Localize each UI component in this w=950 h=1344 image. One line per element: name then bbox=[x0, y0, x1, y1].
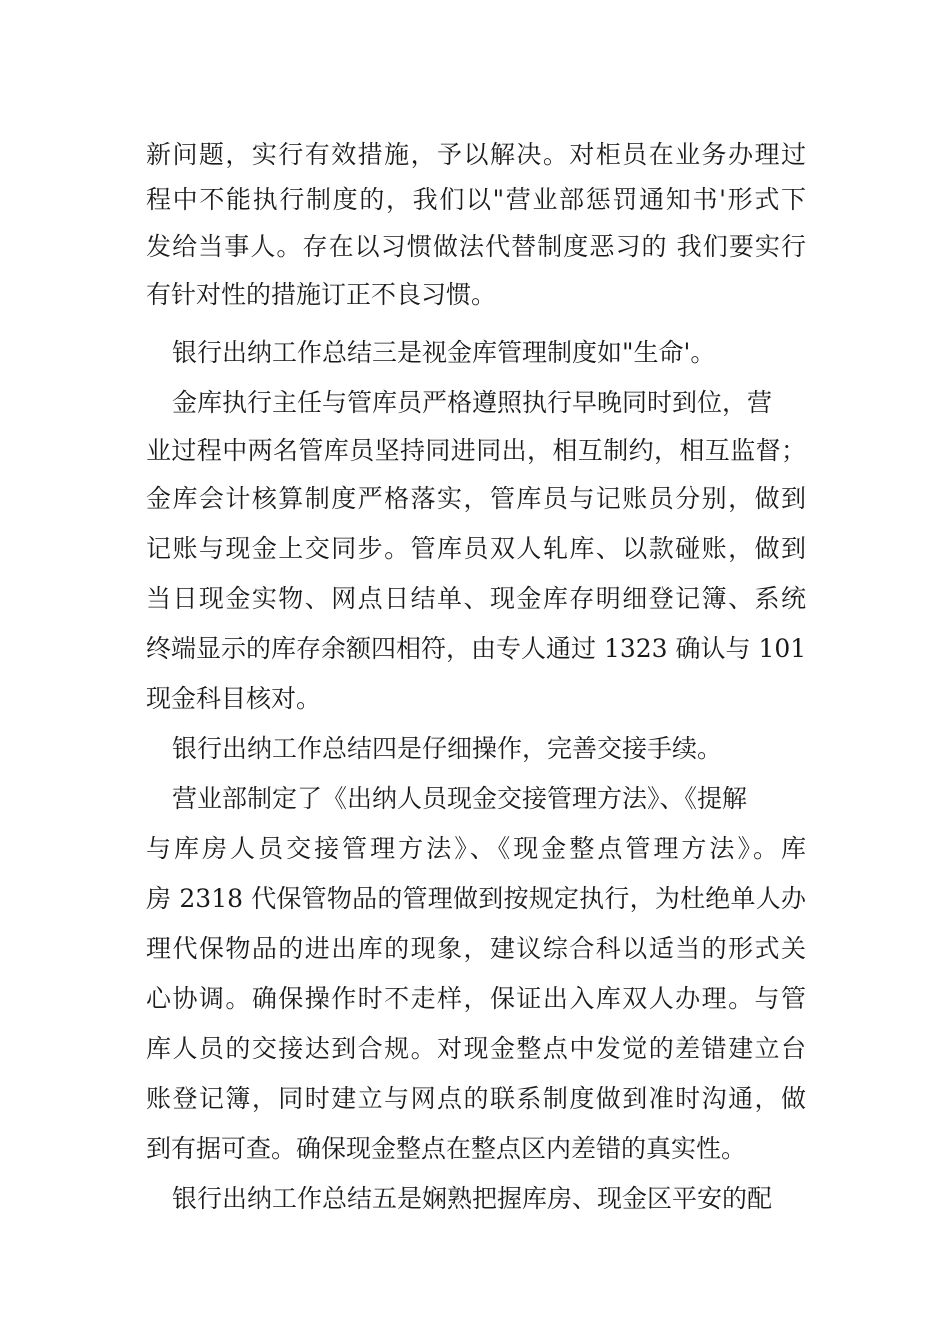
text-line: 金库会计核算制度严格落实，管库员与记账员分别，做到 bbox=[146, 484, 806, 513]
text-line: 房 2318 代保管物品的管理做到按规定执行，为杜绝单人办 bbox=[146, 884, 806, 913]
text-line: 业过程中两名管库员坚持同进同出，相互制约，相互监督； bbox=[146, 436, 806, 465]
heading-text: 银行出纳工作总结四是仔细操作，完善交接手续。 bbox=[172, 734, 723, 763]
text-line: 发给当事人。存在以习惯做法代替制度恶习的 我们要实行 bbox=[146, 232, 806, 261]
text-line: 现金科目核对。 bbox=[146, 684, 322, 713]
text-line: 当日现金实物、网点日结单、现金库存明细登记簿、系统 bbox=[146, 584, 806, 613]
text-line: 营业部制定了《出纳人员现金交接管理方法》、《提解 bbox=[172, 784, 748, 813]
text-line: 账登记簿，同时建立与网点的联系制度做到准时沟通，做 bbox=[146, 1084, 806, 1113]
text-line: 理代保物品的进出库的现象，建议综合科以适当的形式关 bbox=[146, 934, 806, 963]
heading-text: 银行出纳工作总结三是视金库管理制度如"生命'。 bbox=[172, 338, 716, 367]
text-line: 记账与现金上交同步。管库员双人轧库、以款碰账，做到 bbox=[146, 534, 806, 563]
text-line: 有针对性的措施订正不良习惯。 bbox=[146, 280, 497, 309]
text-line: 终端显示的库存余额四相符，由专人通过 1323 确认与 101 bbox=[146, 634, 807, 663]
text-line: 到有据可查。确保现金整点在整点区内差错的真实性。 bbox=[146, 1134, 747, 1163]
heading-text: 银行出纳工作总结五是娴熟把握库房、现金区平安的配 bbox=[172, 1184, 773, 1213]
text-line: 新问题，实行有效措施，予以解决。对柜员在业务办理过 bbox=[146, 140, 806, 169]
text-line: 心协调。确保操作时不走样，保证出入库双人办理。与管 bbox=[146, 984, 806, 1013]
text-line: 与库房人员交接管理方法》、《现金整点管理方法》。库 bbox=[146, 834, 806, 863]
text-line: 库人员的交接达到合规。对现金整点中发觉的差错建立台 bbox=[146, 1034, 806, 1063]
text-line: 金库执行主任与管库员严格遵照执行早晚同时到位，营 bbox=[172, 388, 773, 417]
text-line: 程中不能执行制度的，我们以"营业部惩罚通知书'形式下 bbox=[146, 185, 806, 214]
